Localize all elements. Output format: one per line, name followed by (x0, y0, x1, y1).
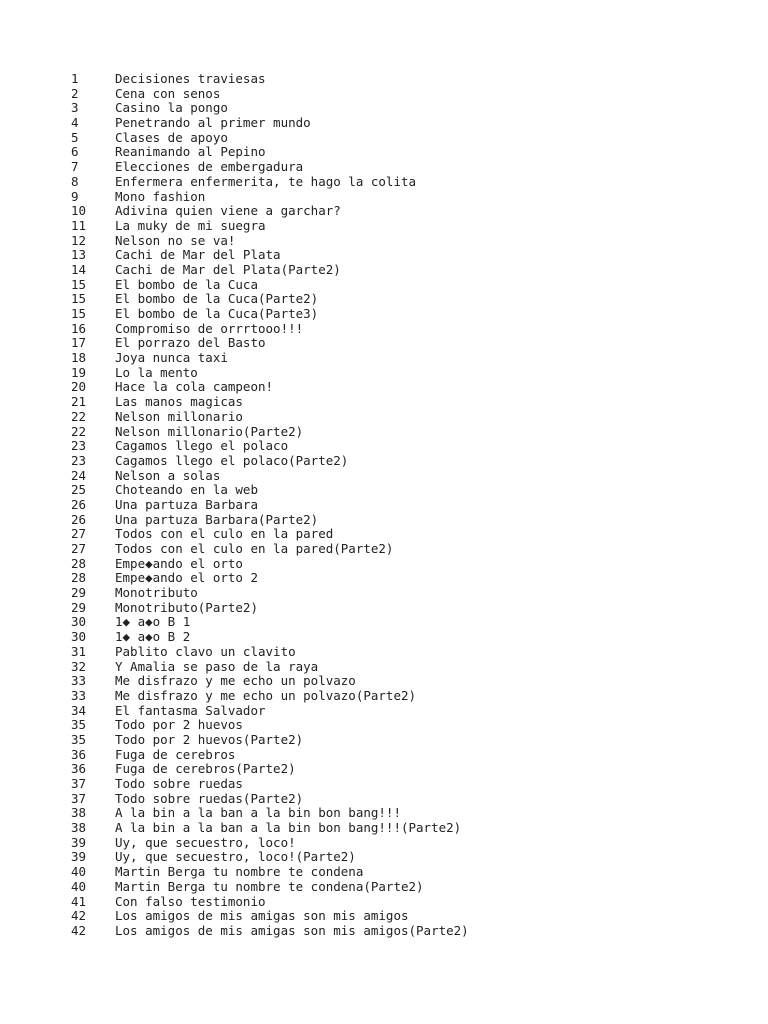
item-number: 39 (71, 849, 87, 865)
item-title: Martin Berga tu nombre te condena (115, 864, 364, 880)
list-item (71, 601, 469, 616)
item-title: El bombo de la Cuca (115, 276, 258, 292)
list-item (71, 454, 469, 469)
list-item (71, 263, 469, 278)
item-number: 25 (71, 482, 87, 498)
item-title: Todos con el culo en la pared (115, 526, 334, 542)
list-item (71, 660, 469, 675)
episode-list (71, 72, 469, 939)
item-number: 21 (71, 394, 87, 410)
list-item (71, 439, 469, 454)
list-item (71, 278, 469, 293)
list-item (71, 101, 469, 116)
item-number: 16 (71, 320, 87, 336)
item-number: 22 (71, 423, 87, 439)
item-title: Nelson a solas (115, 467, 221, 483)
item-number: 35 (71, 717, 87, 733)
item-title: Todo por 2 huevos (115, 717, 243, 733)
item-title: Los amigos de mis amigas son mis amigos (115, 908, 409, 924)
item-title: Fuga de cerebros(Parte2) (115, 761, 296, 777)
item-number: 27 (71, 541, 87, 556)
item-title: Decisiones traviesas (115, 71, 266, 86)
item-number: 42 (71, 922, 87, 938)
item-title: Las manos magicas (115, 394, 243, 410)
list-item (71, 131, 469, 146)
item-title: Lo la mento (115, 364, 198, 380)
list-item (71, 674, 469, 689)
item-number: 6 (71, 144, 79, 160)
list-item (71, 366, 469, 381)
item-title: Mono fashion (115, 188, 206, 204)
list-item (71, 718, 469, 733)
list-item (71, 72, 469, 87)
item-title: Cagamos llego el polaco (115, 438, 289, 454)
item-number: 1 (71, 71, 79, 86)
item-number: 5 (71, 129, 79, 145)
item-title: Cachi de Mar del Plata (115, 247, 281, 263)
item-number: 18 (71, 350, 87, 366)
item-number: 37 (71, 776, 87, 791)
list-item (71, 806, 469, 821)
item-number: 11 (71, 217, 87, 233)
item-number: 34 (71, 702, 87, 718)
item-title: Nelson millonario(Parte2) (115, 423, 304, 439)
list-item (71, 762, 469, 777)
list-item (71, 850, 469, 865)
item-number: 36 (71, 761, 87, 777)
item-title: Adivina quien viene a garchar? (115, 203, 341, 219)
list-item (71, 630, 469, 645)
list-item (71, 410, 469, 425)
list-item (71, 821, 469, 836)
item-number: 24 (71, 467, 87, 483)
item-title: Nelson no se va! (115, 232, 236, 248)
list-item (71, 380, 469, 395)
list-item (71, 513, 469, 528)
item-title: Monotributo(Parte2) (115, 599, 258, 615)
list-item (71, 219, 469, 234)
item-title: Choteando en la web (115, 482, 258, 498)
item-number: 35 (71, 731, 87, 747)
item-title: Todo sobre ruedas (115, 776, 243, 791)
list-item (71, 351, 469, 366)
list-item (71, 248, 469, 263)
list-item (71, 880, 469, 895)
list-item (71, 395, 469, 410)
item-number: 41 (71, 893, 87, 909)
list-item (71, 689, 469, 704)
list-item (71, 615, 469, 630)
item-number: 27 (71, 526, 87, 542)
item-title: Con falso testimonio (115, 893, 266, 909)
list-item (71, 704, 469, 719)
item-number: 32 (71, 658, 87, 674)
item-number: 26 (71, 511, 87, 527)
item-number: 33 (71, 687, 87, 703)
item-title: Empe◆ando el orto 2 (115, 570, 258, 586)
item-title: Clases de apoyo (115, 129, 228, 145)
list-item (71, 175, 469, 190)
item-title: El bombo de la Cuca(Parte2) (115, 291, 319, 307)
list-item (71, 571, 469, 586)
item-number: 29 (71, 599, 87, 615)
item-title: Todo por 2 huevos(Parte2) (115, 731, 304, 747)
list-item (71, 777, 469, 792)
item-number: 12 (71, 232, 87, 248)
item-title: La muky de mi suegra (115, 217, 266, 233)
list-item (71, 909, 469, 924)
item-number: 17 (71, 335, 87, 351)
item-title: Pablito clavo un clavito (115, 643, 296, 659)
item-title: Monotributo (115, 585, 198, 601)
list-item (71, 865, 469, 880)
list-item (71, 748, 469, 763)
item-number: 15 (71, 291, 87, 307)
list-item (71, 307, 469, 322)
item-number: 8 (71, 173, 79, 189)
item-title: 1◆ a◆o B 2 (115, 629, 191, 645)
list-item (71, 483, 469, 498)
item-title: El porrazo del Basto (115, 335, 266, 351)
item-title: A la bin a la ban a la bin bon bang!!! (115, 805, 401, 821)
list-item (71, 322, 469, 337)
item-title: Hace la cola campeon! (115, 379, 274, 395)
item-title: El fantasma Salvador (115, 702, 266, 718)
list-item (71, 586, 469, 601)
item-number: 10 (71, 203, 87, 219)
item-title: Me disfrazo y me echo un polvazo (115, 673, 356, 689)
list-item (71, 469, 469, 484)
list-item (71, 924, 469, 939)
list-item (71, 542, 469, 557)
item-number: 30 (71, 629, 87, 645)
item-number: 23 (71, 452, 87, 468)
list-item (71, 792, 469, 807)
item-title: Una partuza Barbara(Parte2) (115, 511, 319, 527)
list-item (71, 557, 469, 572)
list-item (71, 190, 469, 205)
list-item (71, 87, 469, 102)
item-number: 26 (71, 496, 87, 512)
item-number: 22 (71, 408, 87, 424)
item-number: 31 (71, 643, 87, 659)
item-title: Nelson millonario (115, 408, 243, 424)
item-title: Casino la pongo (115, 100, 228, 116)
item-number: 15 (71, 276, 87, 292)
list-item (71, 527, 469, 542)
list-item (71, 204, 469, 219)
list-item (71, 895, 469, 910)
item-number: 23 (71, 438, 87, 454)
item-title: Todos con el culo en la pared(Parte2) (115, 541, 394, 556)
item-title: Reanimando al Pepino (115, 144, 266, 160)
item-title: Una partuza Barbara (115, 496, 258, 512)
item-title: El bombo de la Cuca(Parte3) (115, 306, 319, 321)
item-title: Empe◆ando el orto (115, 555, 243, 571)
item-number: 37 (71, 790, 87, 806)
item-title: Joya nunca taxi (115, 350, 228, 366)
list-item (71, 336, 469, 351)
item-title: Me disfrazo y me echo un polvazo(Parte2) (115, 687, 417, 703)
item-number: 13 (71, 247, 87, 263)
item-number: 7 (71, 159, 79, 175)
item-title: Compromiso de orrrtooo!!! (115, 320, 304, 336)
item-number: 29 (71, 585, 87, 601)
item-number: 28 (71, 555, 87, 571)
list-item (71, 733, 469, 748)
item-number: 33 (71, 673, 87, 689)
item-title: Y Amalia se paso de la raya (115, 658, 319, 674)
item-number: 19 (71, 364, 87, 380)
item-title: A la bin a la ban a la bin bon bang!!!(Parte2) (115, 820, 462, 836)
item-number: 36 (71, 746, 87, 762)
item-number: 9 (71, 188, 79, 204)
item-title: Penetrando al primer mundo (115, 115, 311, 131)
item-title: Martin Berga tu nombre te condena(Parte2) (115, 878, 424, 894)
item-number: 4 (71, 115, 79, 131)
item-number: 3 (71, 100, 79, 116)
item-number: 2 (71, 85, 79, 101)
item-number: 14 (71, 261, 87, 277)
item-number: 40 (71, 878, 87, 894)
item-title: Cachi de Mar del Plata(Parte2) (115, 261, 341, 277)
list-item (71, 836, 469, 851)
list-item (71, 116, 469, 131)
item-title: Enfermera enfermerita, te hago la colita (115, 173, 417, 189)
item-title: 1◆ a◆o B 1 (115, 614, 191, 630)
item-number: 15 (71, 306, 87, 321)
item-title: Todo sobre ruedas(Parte2) (115, 790, 304, 806)
item-title: Cagamos llego el polaco(Parte2) (115, 452, 349, 468)
item-number: 39 (71, 834, 87, 850)
list-item (71, 498, 469, 513)
item-number: 20 (71, 379, 87, 395)
item-number: 40 (71, 864, 87, 880)
item-title: Cena con senos (115, 85, 221, 101)
list-item (71, 645, 469, 660)
list-item (71, 234, 469, 249)
list-item (71, 160, 469, 175)
item-number: 38 (71, 820, 87, 836)
item-title: Uy, que secuestro, loco!(Parte2) (115, 849, 356, 865)
item-number: 30 (71, 614, 87, 630)
list-item (71, 145, 469, 160)
item-title: Uy, que secuestro, loco! (115, 834, 296, 850)
item-number: 38 (71, 805, 87, 821)
item-title: Fuga de cerebros (115, 746, 236, 762)
item-title: Elecciones de embergadura (115, 159, 304, 175)
item-number: 28 (71, 570, 87, 586)
item-number: 42 (71, 908, 87, 924)
list-item (71, 425, 469, 440)
item-title: Los amigos de mis amigas son mis amigos(Parte2) (115, 922, 469, 938)
list-item (71, 292, 469, 307)
